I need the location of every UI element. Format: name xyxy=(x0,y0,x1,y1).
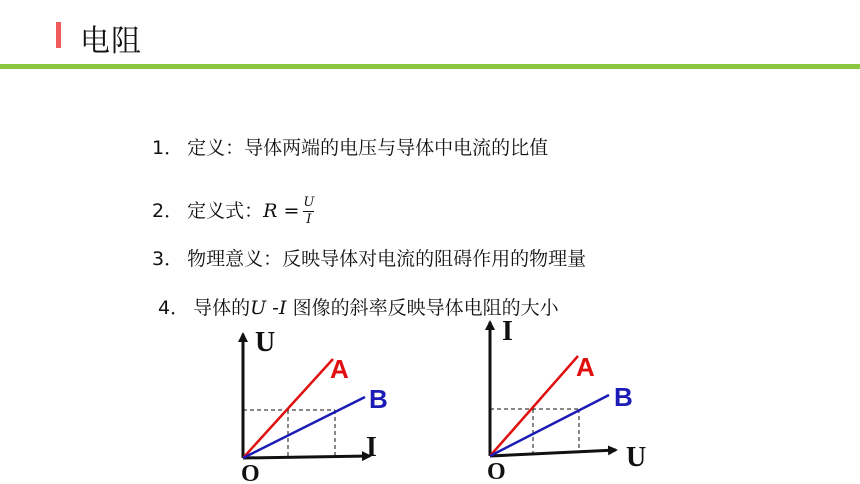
item-text: 定义式： xyxy=(187,200,264,222)
symbol-i: I xyxy=(279,297,287,319)
line-b xyxy=(490,395,609,456)
item-text-pre: 导体的 xyxy=(193,297,251,319)
line-a-label: A xyxy=(330,354,349,384)
line-a xyxy=(490,356,578,456)
line-b-label: B xyxy=(369,384,388,414)
item-dash: - xyxy=(266,297,280,319)
item-number: 3． xyxy=(152,248,184,270)
item-text: 定义：导体两端的电压与导体中电流的比值 xyxy=(187,137,549,159)
x-axis xyxy=(243,456,370,458)
x-axis-label: I xyxy=(366,432,377,463)
item-number: 1． xyxy=(152,137,184,159)
page-title: 电阻 xyxy=(80,24,142,59)
item-number: 4． xyxy=(158,297,190,319)
line-b xyxy=(243,397,365,458)
y-axis-label: U xyxy=(255,327,276,358)
graph-u-i xyxy=(241,327,388,484)
graph-i-u xyxy=(487,316,646,484)
line-b-label: B xyxy=(614,382,633,412)
origin-label: O xyxy=(487,459,506,484)
origin-label: O xyxy=(241,461,260,484)
symbol-u: U xyxy=(250,297,267,319)
x-axis-label: U xyxy=(626,442,647,473)
fraction-denominator: I xyxy=(306,212,312,227)
formula-lhs: R = xyxy=(263,200,300,222)
item-text: 物理意义：反映导体对电流的阻碍作用的物理量 xyxy=(187,248,587,270)
item-text-post: 图像的斜率反映导体电阻的大小 xyxy=(286,297,559,319)
y-axis-label: I xyxy=(502,316,513,347)
fraction-numerator: U xyxy=(303,195,315,210)
x-axis xyxy=(490,450,616,456)
line-a-label: A xyxy=(576,352,595,382)
line-a xyxy=(243,359,333,458)
item-number: 2． xyxy=(152,200,184,222)
